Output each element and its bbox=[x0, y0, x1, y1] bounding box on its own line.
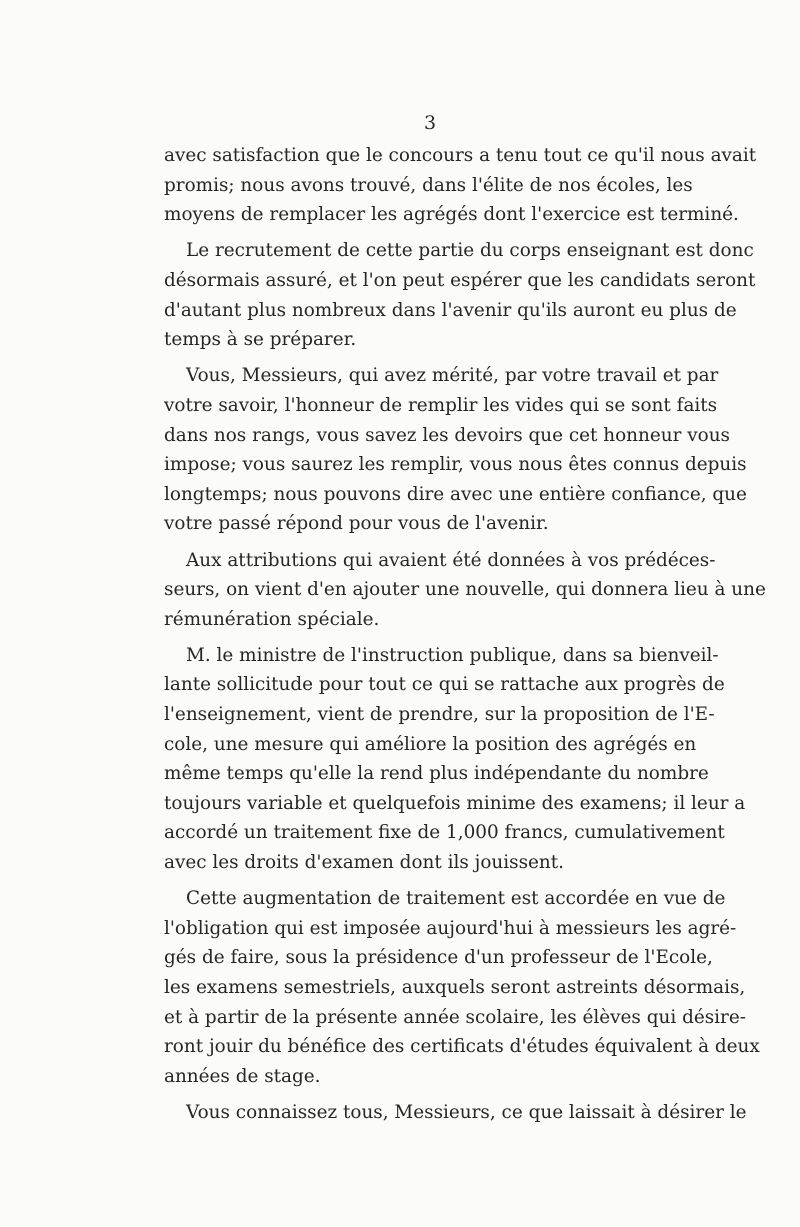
text-line: lante sollicitude pour tout ce qui se rattache aux progrès de bbox=[164, 674, 725, 696]
paragraph-gap bbox=[164, 878, 656, 885]
text-line: ront jouir du bénéfice des certificats d'études équivalent à deux bbox=[164, 1036, 760, 1058]
text-line: Vous connaissez tous, Messieurs, ce que laissait à désirer le bbox=[186, 1101, 747, 1123]
text-line: rémunération spéciale. bbox=[164, 608, 380, 630]
text-line: temps à se préparer. bbox=[164, 329, 357, 351]
text-line: gés de faire, sous la présidence d'un professeur de l'Ecole, bbox=[164, 947, 713, 969]
paragraph-gap bbox=[164, 355, 656, 362]
text-line: M. le ministre de l'instruction publique, dans sa bienveil- bbox=[186, 644, 719, 666]
text-line: Vous, Messieurs, qui avez mérité, par votre travail et par bbox=[186, 365, 719, 387]
text-line: Cette augmentation de traitement est accordée en vue de bbox=[186, 888, 726, 910]
text-line: votre passé répond pour vous de l'avenir. bbox=[164, 513, 549, 535]
text-line: et à partir de la présente année scolaire, les élèves qui désire- bbox=[164, 1006, 746, 1028]
body-text bbox=[164, 141, 766, 1128]
paragraph-gap bbox=[164, 539, 656, 546]
text-line: les examens semestriels, auxquels seront astreints désormais, bbox=[164, 977, 746, 998]
text-line: promis; nous avons trouvé, dans l'élite de nos écoles, les bbox=[164, 174, 693, 196]
text-line: années de stage. bbox=[164, 1065, 321, 1087]
text-line: d'autant plus nombreux dans l'avenir qu'ils auront eu plus de bbox=[164, 299, 737, 321]
text-line: seurs, on vient d'en ajouter une nouvelle, qui donnera lieu à une bbox=[164, 579, 766, 601]
text-line: longtemps; nous pouvons dire avec une entière confiance, que bbox=[164, 483, 747, 505]
text-line: impose; vous saurez les remplir, vous nous êtes connus depuis bbox=[164, 454, 747, 476]
text-line: moyens de remplacer les agrégés dont l'exercice est terminé. bbox=[164, 204, 739, 226]
text-line: accordé un traitement fixe de 1,000 francs, cumulativement bbox=[164, 822, 725, 844]
text-line: désormais assuré, et l'on peut espérer que les candidats seront bbox=[164, 269, 756, 291]
paragraph-gap bbox=[164, 1091, 656, 1098]
text-line: toujours variable et quelquefois minime des examens; il leur a bbox=[164, 792, 746, 814]
text-line: même temps qu'elle la rend plus indépendante du nombre bbox=[164, 763, 709, 785]
text-line: votre savoir, l'honneur de remplir les vides qui se sont faits bbox=[164, 394, 718, 416]
text-line: cole, une mesure qui améliore la position des agrégés en bbox=[164, 733, 697, 755]
paragraph-gap bbox=[164, 634, 656, 641]
text-line: Aux attributions qui avaient été données à vos prédéces- bbox=[186, 549, 716, 571]
paragraph-gap bbox=[164, 230, 656, 237]
text-line: l'enseignement, vient de prendre, sur la proposition de l'E- bbox=[164, 704, 715, 726]
text-line: avec satisfaction que le concours a tenu tout ce qu'il nous avait bbox=[164, 145, 757, 166]
text-line: Le recrutement de cette partie du corps enseignant est donc bbox=[186, 240, 754, 262]
page-number: 3 bbox=[423, 112, 437, 134]
text-line: l'obligation qui est imposée aujourd'hui à messieurs les agré- bbox=[164, 917, 737, 939]
text-line: avec les droits d'examen dont ils jouissent. bbox=[164, 852, 564, 874]
text-line: dans nos rangs, vous savez les devoirs que cet honneur vous bbox=[164, 424, 730, 446]
